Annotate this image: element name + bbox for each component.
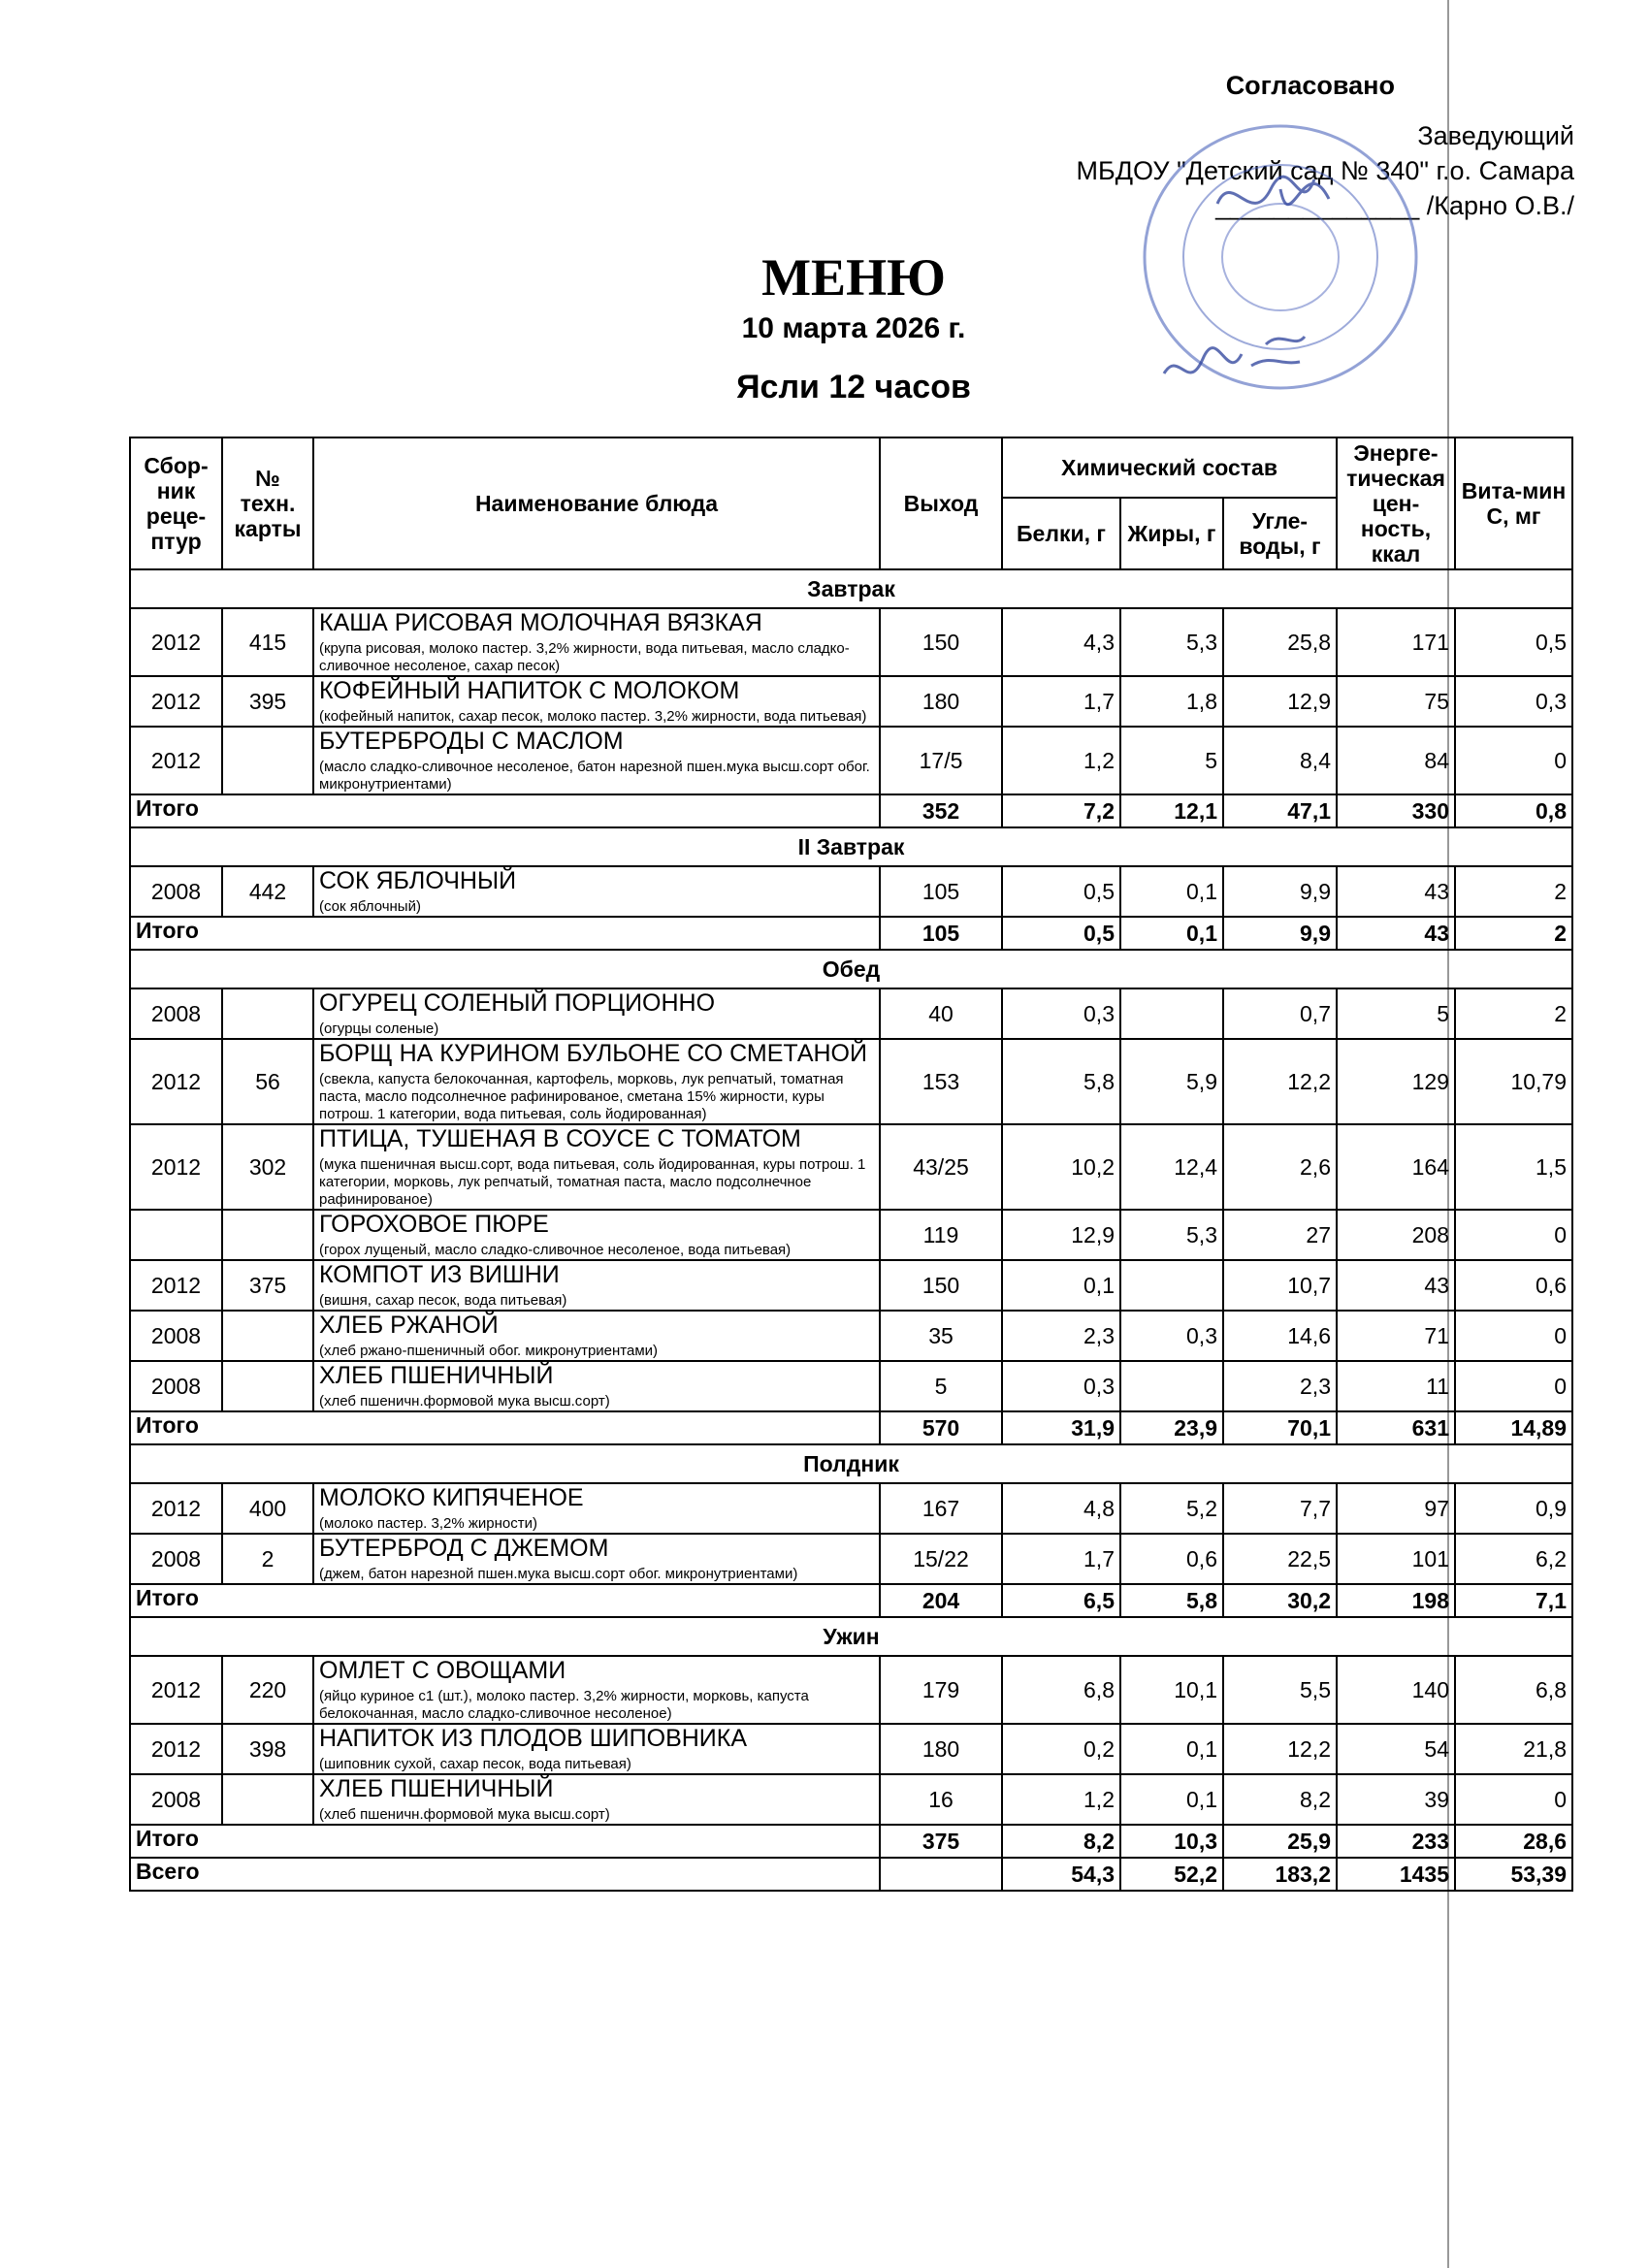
cell-energy: 97 xyxy=(1337,1483,1455,1534)
total-vitamin-c: 14,89 xyxy=(1455,1411,1572,1444)
cell-card-number: 220 xyxy=(222,1656,313,1724)
cell-vitamin-c: 1,5 xyxy=(1455,1124,1572,1210)
grand-total-energy: 1435 xyxy=(1337,1858,1455,1891)
cell-yield: 167 xyxy=(880,1483,1002,1534)
cell-card-number: 398 xyxy=(222,1724,313,1774)
cell-energy: 5 xyxy=(1337,988,1455,1039)
approval-heading: Согласовано xyxy=(1225,71,1395,100)
section-title: Обед xyxy=(130,950,1572,988)
header-card-number: № техн. карты xyxy=(222,437,313,569)
cell-dish xyxy=(313,727,880,794)
cell-vitamin-c: 21,8 xyxy=(1455,1724,1572,1774)
table-row xyxy=(130,727,1572,794)
cell-card-number: 56 xyxy=(222,1039,313,1124)
table-header-row xyxy=(130,437,1572,498)
cell-yield: 17/5 xyxy=(880,727,1002,794)
total-label: Итого xyxy=(130,1825,880,1858)
dish-ingredients: (свекла, капуста белокочанная, картофель, морковь, лук репчатый, томатная паста, масло подсолнечное рафинированое, сметана 15% жирности, куры потрош. 1 категории, вода питьевая, соль йодированная) xyxy=(319,1071,844,1122)
cell-vitamin-c: 0 xyxy=(1455,1774,1572,1825)
cell-card-number: 375 xyxy=(222,1260,313,1311)
total-fat: 0,1 xyxy=(1120,917,1223,950)
cell-card-number: 415 xyxy=(222,608,313,676)
cell-yield: 5 xyxy=(880,1361,1002,1411)
cell-yield: 179 xyxy=(880,1656,1002,1724)
header-chemical-composition: Химический состав xyxy=(1002,437,1337,498)
dish-ingredients: (джем, батон нарезной пшен.мука высш.сорт обог. микронутриентами) xyxy=(319,1566,798,1582)
total-protein: 8,2 xyxy=(1002,1825,1120,1858)
cell-collection: 2008 xyxy=(130,866,222,917)
cell-carbs: 12,9 xyxy=(1223,676,1337,727)
total-carbs: 70,1 xyxy=(1223,1411,1337,1444)
table-row xyxy=(130,1534,1572,1584)
total-protein: 6,5 xyxy=(1002,1584,1120,1617)
cell-carbs: 12,2 xyxy=(1223,1039,1337,1124)
grand-total-carbs: 183,2 xyxy=(1223,1858,1337,1891)
cell-vitamin-c: 6,8 xyxy=(1455,1656,1572,1724)
cell-collection: 2008 xyxy=(130,1534,222,1584)
total-label: Итого xyxy=(130,1411,880,1444)
header-dish-name: Наименование блюда xyxy=(313,437,880,569)
cell-energy: 75 xyxy=(1337,676,1455,727)
cell-carbs: 25,8 xyxy=(1223,608,1337,676)
dish-name: БУТЕРБРОДЫ С МАСЛОМ xyxy=(319,728,624,755)
cell-fat xyxy=(1120,1361,1223,1411)
dish-ingredients: (хлеб пшеничн.формовой мука высш.сорт) xyxy=(319,1393,610,1409)
cell-vitamin-c: 0,6 xyxy=(1455,1260,1572,1311)
cell-dish xyxy=(313,608,880,676)
menu-table-body xyxy=(130,569,1572,1891)
total-yield: 204 xyxy=(880,1584,1002,1617)
header-protein: Белки, г xyxy=(1002,498,1120,569)
cell-carbs: 2,6 xyxy=(1223,1124,1337,1210)
grand-total-protein: 54,3 xyxy=(1002,1858,1120,1891)
total-row xyxy=(130,794,1572,827)
total-fat: 23,9 xyxy=(1120,1411,1223,1444)
grand-total-fat: 52,2 xyxy=(1120,1858,1223,1891)
cell-yield: 40 xyxy=(880,988,1002,1039)
cell-dish xyxy=(313,1724,880,1774)
table-row xyxy=(130,1774,1572,1825)
cell-fat: 0,6 xyxy=(1120,1534,1223,1584)
grand-total-vitamin-c: 53,39 xyxy=(1455,1858,1572,1891)
table-row xyxy=(130,1210,1572,1260)
cell-protein: 0,3 xyxy=(1002,988,1120,1039)
cell-card-number xyxy=(222,1774,313,1825)
total-yield: 375 xyxy=(880,1825,1002,1858)
cell-energy: 54 xyxy=(1337,1724,1455,1774)
cell-collection: 2008 xyxy=(130,1361,222,1411)
dish-name: КОМПОТ ИЗ ВИШНИ xyxy=(319,1261,560,1288)
cell-carbs: 22,5 xyxy=(1223,1534,1337,1584)
cell-carbs: 14,6 xyxy=(1223,1311,1337,1361)
cell-card-number: 400 xyxy=(222,1483,313,1534)
header-collection: Сбор-ник реце-птур xyxy=(130,437,222,569)
table-row xyxy=(130,1361,1572,1411)
grand-total-yield xyxy=(880,1858,1002,1891)
cell-card-number: 395 xyxy=(222,676,313,727)
cell-fat: 5,9 xyxy=(1120,1039,1223,1124)
cell-energy: 43 xyxy=(1337,866,1455,917)
total-label: Итого xyxy=(130,1584,880,1617)
cell-fat: 5,3 xyxy=(1120,608,1223,676)
total-row xyxy=(130,1411,1572,1444)
cell-carbs: 8,4 xyxy=(1223,727,1337,794)
total-vitamin-c: 28,6 xyxy=(1455,1825,1572,1858)
table-row xyxy=(130,1724,1572,1774)
cell-protein: 4,8 xyxy=(1002,1483,1120,1534)
dish-name: ХЛЕБ ПШЕНИЧНЫЙ xyxy=(319,1362,554,1389)
cell-carbs: 8,2 xyxy=(1223,1774,1337,1825)
cell-card-number: 302 xyxy=(222,1124,313,1210)
table-row xyxy=(130,1483,1572,1534)
table-row xyxy=(130,608,1572,676)
cell-collection: 2012 xyxy=(130,727,222,794)
header-energy: Энерге-тическая цен-ность, ккал xyxy=(1337,437,1455,569)
total-energy: 631 xyxy=(1337,1411,1455,1444)
cell-yield: 180 xyxy=(880,1724,1002,1774)
cell-protein: 12,9 xyxy=(1002,1210,1120,1260)
cell-protein: 6,8 xyxy=(1002,1656,1120,1724)
section-row xyxy=(130,1617,1572,1656)
cell-energy: 11 xyxy=(1337,1361,1455,1411)
cell-fat: 0,3 xyxy=(1120,1311,1223,1361)
cell-carbs: 12,2 xyxy=(1223,1724,1337,1774)
cell-carbs: 7,7 xyxy=(1223,1483,1337,1534)
cell-vitamin-c: 0,3 xyxy=(1455,676,1572,727)
section-row xyxy=(130,1444,1572,1483)
dish-ingredients: (сок яблочный) xyxy=(319,898,421,915)
page-title: МЕНЮ xyxy=(761,248,946,307)
total-energy: 198 xyxy=(1337,1584,1455,1617)
cell-dish xyxy=(313,988,880,1039)
approval-organization: МБДОУ "Детский сад № 340" г.о. Самара xyxy=(1076,156,1574,185)
cell-collection: 2012 xyxy=(130,1656,222,1724)
dish-ingredients: (масло сладко-сливочное несоленое, батон нарезной пшен.мука высш.сорт обог. микронутриентами) xyxy=(319,759,870,793)
cell-fat: 0,1 xyxy=(1120,1774,1223,1825)
dish-name: КОФЕЙНЫЙ НАПИТОК С МОЛОКОМ xyxy=(319,677,740,704)
section-row xyxy=(130,569,1572,608)
cell-collection: 2012 xyxy=(130,1724,222,1774)
cell-dish xyxy=(313,1039,880,1124)
cell-fat: 1,8 xyxy=(1120,676,1223,727)
cell-protein: 5,8 xyxy=(1002,1039,1120,1124)
cell-protein: 1,2 xyxy=(1002,727,1120,794)
cell-protein: 0,3 xyxy=(1002,1361,1120,1411)
cell-card-number xyxy=(222,988,313,1039)
total-carbs: 47,1 xyxy=(1223,794,1337,827)
section-title: Полдник xyxy=(130,1444,1572,1483)
cell-yield: 15/22 xyxy=(880,1534,1002,1584)
header-carbs: Угле-воды, г xyxy=(1223,498,1337,569)
dish-name: КАША РИСОВАЯ МОЛОЧНАЯ ВЯЗКАЯ xyxy=(319,609,762,636)
section-title: Завтрак xyxy=(130,569,1572,608)
cell-energy: 101 xyxy=(1337,1534,1455,1584)
cell-yield: 119 xyxy=(880,1210,1002,1260)
cell-card-number: 442 xyxy=(222,866,313,917)
cell-collection: 2012 xyxy=(130,1483,222,1534)
cell-dish xyxy=(313,676,880,727)
cell-protein: 2,3 xyxy=(1002,1311,1120,1361)
total-vitamin-c: 2 xyxy=(1455,917,1572,950)
cell-energy: 140 xyxy=(1337,1656,1455,1724)
dish-name: ХЛЕБ ПШЕНИЧНЫЙ xyxy=(319,1775,554,1802)
total-vitamin-c: 0,8 xyxy=(1455,794,1572,827)
cell-yield: 43/25 xyxy=(880,1124,1002,1210)
dish-ingredients: (хлеб пшеничн.формовой мука высш.сорт) xyxy=(319,1806,610,1823)
dish-ingredients: (горох лущеный, масло сладко-сливочное несоленое, вода питьевая) xyxy=(319,1242,792,1258)
cell-collection: 2012 xyxy=(130,1039,222,1124)
cell-fat: 12,4 xyxy=(1120,1124,1223,1210)
total-carbs: 9,9 xyxy=(1223,917,1337,950)
total-carbs: 25,9 xyxy=(1223,1825,1337,1858)
cell-protein: 10,2 xyxy=(1002,1124,1120,1210)
total-row xyxy=(130,917,1572,950)
cell-energy: 164 xyxy=(1337,1124,1455,1210)
cell-energy: 43 xyxy=(1337,1260,1455,1311)
table-row xyxy=(130,1260,1572,1311)
cell-collection: 2008 xyxy=(130,1774,222,1825)
total-vitamin-c: 7,1 xyxy=(1455,1584,1572,1617)
dish-name: ГОРОХОВОЕ ПЮРЕ xyxy=(319,1211,549,1238)
section-row xyxy=(130,950,1572,988)
total-protein: 7,2 xyxy=(1002,794,1120,827)
cell-carbs: 5,5 xyxy=(1223,1656,1337,1724)
dish-ingredients: (шиповник сухой, сахар песок, вода питьевая) xyxy=(319,1756,631,1772)
cell-dish xyxy=(313,1260,880,1311)
total-protein: 31,9 xyxy=(1002,1411,1120,1444)
dish-name: МОЛОКО КИПЯЧЕНОЕ xyxy=(319,1484,584,1511)
cell-energy: 208 xyxy=(1337,1210,1455,1260)
dish-ingredients: (мука пшеничная высш.сорт, вода питьевая, соль йодированная, куры потрош. 1 категории, морковь, лук репчатый, томатная паста, масло подсолнечное рафинированое) xyxy=(319,1156,866,1208)
cell-collection: 2008 xyxy=(130,988,222,1039)
table-row xyxy=(130,866,1572,917)
dish-name: СОК ЯБЛОЧНЫЙ xyxy=(319,867,517,894)
cell-energy: 129 xyxy=(1337,1039,1455,1124)
cell-card-number: 2 xyxy=(222,1534,313,1584)
cell-dish xyxy=(313,866,880,917)
dish-ingredients: (крупа рисовая, молоко пастер. 3,2% жирности, вода питьевая, масло сладко-сливочное несоленое, сахар песок) xyxy=(319,640,850,674)
cell-carbs: 0,7 xyxy=(1223,988,1337,1039)
total-label: Итого xyxy=(130,794,880,827)
approval-signature-line: ______________ /Карно О.В./ xyxy=(1215,191,1574,220)
cell-card-number xyxy=(222,727,313,794)
cell-collection: 2012 xyxy=(130,676,222,727)
dish-ingredients: (хлеб ржано-пшеничный обог. микронутриентами) xyxy=(319,1343,659,1359)
cell-energy: 84 xyxy=(1337,727,1455,794)
total-energy: 330 xyxy=(1337,794,1455,827)
total-fat: 10,3 xyxy=(1120,1825,1223,1858)
menu-group: Ясли 12 часов xyxy=(736,369,971,405)
cell-carbs: 10,7 xyxy=(1223,1260,1337,1311)
dish-ingredients: (кофейный напиток, сахар песок, молоко пастер. 3,2% жирности, вода питьевая) xyxy=(319,708,867,725)
total-row xyxy=(130,1584,1572,1617)
cell-yield: 150 xyxy=(880,1260,1002,1311)
cell-protein: 1,2 xyxy=(1002,1774,1120,1825)
section-row xyxy=(130,827,1572,866)
cell-carbs: 2,3 xyxy=(1223,1361,1337,1411)
cell-dish xyxy=(313,1656,880,1724)
header-vitamin-c: Вита-мин С, мг xyxy=(1455,437,1572,569)
cell-dish xyxy=(313,1361,880,1411)
total-row xyxy=(130,1825,1572,1858)
dish-name: ПТИЦА, ТУШЕНАЯ В СОУСЕ С ТОМАТОМ xyxy=(319,1125,801,1152)
dish-name: ОМЛЕТ С ОВОЩАМИ xyxy=(319,1657,566,1684)
dish-name: БУТЕРБРОД С ДЖЕМОМ xyxy=(319,1535,609,1562)
menu-date: 10 марта 2026 г. xyxy=(741,312,966,344)
dish-ingredients: (вишня, сахар песок, вода питьевая) xyxy=(319,1292,567,1309)
cell-vitamin-c: 0,5 xyxy=(1455,608,1572,676)
cell-yield: 16 xyxy=(880,1774,1002,1825)
cell-collection: 2012 xyxy=(130,1260,222,1311)
cell-fat: 0,1 xyxy=(1120,1724,1223,1774)
section-title: II Завтрак xyxy=(130,827,1572,866)
total-energy: 233 xyxy=(1337,1825,1455,1858)
dish-name: БОРЩ НА КУРИНОМ БУЛЬОНЕ СО СМЕТАНОЙ xyxy=(319,1040,867,1067)
cell-vitamin-c: 2 xyxy=(1455,866,1572,917)
cell-card-number xyxy=(222,1361,313,1411)
cell-fat: 5,3 xyxy=(1120,1210,1223,1260)
cell-energy: 171 xyxy=(1337,608,1455,676)
section-title: Ужин xyxy=(130,1617,1572,1656)
total-energy: 43 xyxy=(1337,917,1455,950)
cell-collection: 2012 xyxy=(130,1124,222,1210)
cell-yield: 153 xyxy=(880,1039,1002,1124)
total-label: Итого xyxy=(130,917,880,950)
cell-dish xyxy=(313,1124,880,1210)
menu-table xyxy=(129,437,1573,1892)
dish-name: ОГУРЕЦ СОЛЕНЫЙ ПОРЦИОННО xyxy=(319,989,716,1017)
cell-dish xyxy=(313,1534,880,1584)
cell-yield: 180 xyxy=(880,676,1002,727)
total-yield: 570 xyxy=(880,1411,1002,1444)
cell-collection: 2008 xyxy=(130,1311,222,1361)
total-fat: 12,1 xyxy=(1120,794,1223,827)
cell-vitamin-c: 10,79 xyxy=(1455,1039,1572,1124)
cell-protein: 0,2 xyxy=(1002,1724,1120,1774)
table-row xyxy=(130,1311,1572,1361)
cell-yield: 35 xyxy=(880,1311,1002,1361)
cell-fat: 0,1 xyxy=(1120,866,1223,917)
cell-vitamin-c: 0 xyxy=(1455,1361,1572,1411)
dish-name: ХЛЕБ РЖАНОЙ xyxy=(319,1312,499,1339)
cell-vitamin-c: 0,9 xyxy=(1455,1483,1572,1534)
cell-protein: 1,7 xyxy=(1002,1534,1120,1584)
table-row xyxy=(130,676,1572,727)
grand-total-label: Всего xyxy=(130,1858,880,1891)
cell-vitamin-c: 2 xyxy=(1455,988,1572,1039)
total-fat: 5,8 xyxy=(1120,1584,1223,1617)
table-row xyxy=(130,1039,1572,1124)
cell-carbs: 27 xyxy=(1223,1210,1337,1260)
cell-card-number xyxy=(222,1210,313,1260)
dish-ingredients: (огурцы соленые) xyxy=(319,1021,439,1037)
total-yield: 105 xyxy=(880,917,1002,950)
table-row xyxy=(130,1124,1572,1210)
cell-fat: 5 xyxy=(1120,727,1223,794)
cell-collection: 2012 xyxy=(130,608,222,676)
cell-fat: 5,2 xyxy=(1120,1483,1223,1534)
cell-carbs: 9,9 xyxy=(1223,866,1337,917)
cell-dish xyxy=(313,1483,880,1534)
cell-vitamin-c: 0 xyxy=(1455,1311,1572,1361)
cell-protein: 0,1 xyxy=(1002,1260,1120,1311)
dish-name: НАПИТОК ИЗ ПЛОДОВ ШИПОВНИКА xyxy=(319,1725,748,1752)
cell-vitamin-c: 0 xyxy=(1455,1210,1572,1260)
header-yield: Выход xyxy=(880,437,1002,569)
cell-card-number xyxy=(222,1311,313,1361)
cell-fat xyxy=(1120,988,1223,1039)
cell-yield: 105 xyxy=(880,866,1002,917)
header-fat: Жиры, г xyxy=(1120,498,1223,569)
cell-vitamin-c: 0 xyxy=(1455,727,1572,794)
cell-dish xyxy=(313,1774,880,1825)
total-protein: 0,5 xyxy=(1002,917,1120,950)
total-carbs: 30,2 xyxy=(1223,1584,1337,1617)
cell-energy: 39 xyxy=(1337,1774,1455,1825)
total-yield: 352 xyxy=(880,794,1002,827)
table-row xyxy=(130,988,1572,1039)
cell-dish xyxy=(313,1210,880,1260)
cell-protein: 4,3 xyxy=(1002,608,1120,676)
cell-fat: 10,1 xyxy=(1120,1656,1223,1724)
cell-protein: 1,7 xyxy=(1002,676,1120,727)
table-row xyxy=(130,1656,1572,1724)
cell-yield: 150 xyxy=(880,608,1002,676)
grand-total-row xyxy=(130,1858,1572,1891)
cell-fat xyxy=(1120,1260,1223,1311)
approval-position: Заведующий xyxy=(1417,121,1574,150)
cell-energy: 71 xyxy=(1337,1311,1455,1361)
cell-collection xyxy=(130,1210,222,1260)
dish-ingredients: (яйцо куриное с1 (шт.), молоко пастер. 3,2% жирности, морковь, капуста белокочанная, масло сладко-сливочное несоленое) xyxy=(319,1688,809,1722)
cell-dish xyxy=(313,1311,880,1361)
cell-protein: 0,5 xyxy=(1002,866,1120,917)
cell-vitamin-c: 6,2 xyxy=(1455,1534,1572,1584)
dish-ingredients: (молоко пастер. 3,2% жирности) xyxy=(319,1515,537,1532)
